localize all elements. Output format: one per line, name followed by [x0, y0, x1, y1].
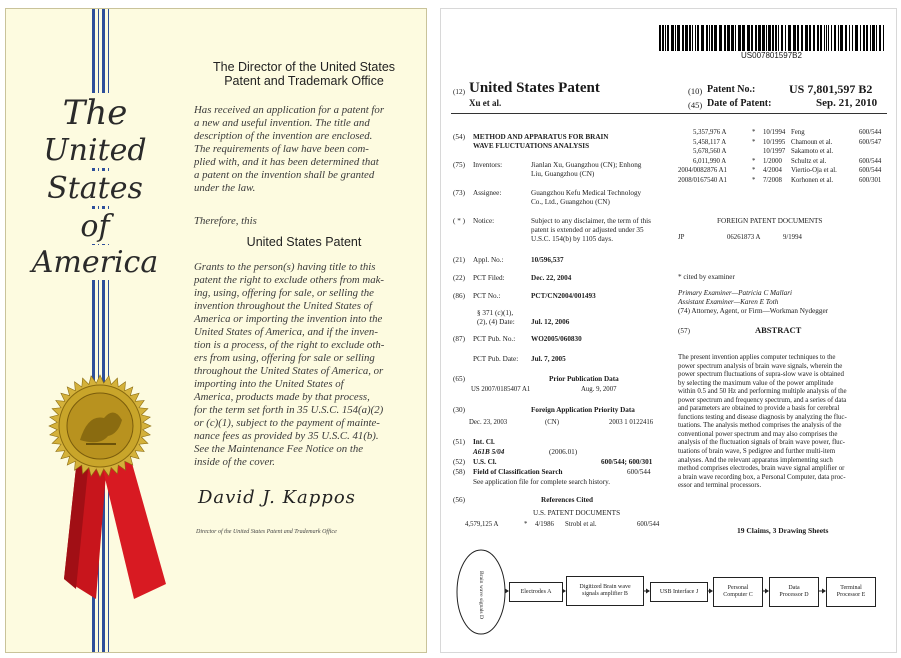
abstract-line: within 0.5 and 50 Hz and performing multiple analysis of the	[678, 388, 847, 396]
flowchart-box-label: Electrodes A	[520, 588, 552, 595]
abstract-line: analyses. And the relevant apparatus implementing such	[678, 456, 833, 464]
flowchart-box-label: Terminal	[840, 585, 862, 591]
barcode-bar	[671, 25, 674, 51]
barcode-bar	[809, 25, 811, 51]
grant-line: ing, using, offering for sale, or selling the	[194, 287, 374, 299]
barcode-bar	[727, 25, 730, 51]
prior-pub-heading: Prior Publication Data	[549, 375, 619, 383]
barcode-bar	[675, 25, 676, 51]
barcode-bar	[849, 25, 850, 51]
barcode-bar	[797, 25, 799, 51]
grant-line: tion is a process, of the right to exclude oth-	[194, 339, 385, 351]
barcode-bar	[768, 25, 771, 51]
barcode-bar	[762, 25, 765, 51]
field-code: (22)	[453, 274, 465, 282]
grant-line: invention throughout the United States of	[194, 300, 373, 312]
barcode-bar	[711, 25, 713, 51]
reference-cell: 600/544	[859, 129, 882, 136]
cited-note: * cited by examiner	[678, 273, 735, 281]
barcode-bar	[735, 25, 736, 51]
field-value: Subject to any disclaimer, the term of this	[531, 217, 651, 225]
inventor-short: Xu et al.	[469, 98, 502, 108]
field-value: Jul. 12, 2006	[531, 318, 570, 326]
reference-cell: 600/547	[859, 138, 882, 146]
barcode-bar	[852, 25, 853, 51]
barcode-bar	[820, 25, 822, 51]
header-rule	[451, 113, 887, 114]
reference-cell: 600/544	[637, 521, 660, 528]
flowchart-box	[509, 582, 563, 602]
intro-line: Has received an application for a patent for	[194, 104, 385, 116]
barcode-bar	[714, 25, 717, 51]
reference-cell: 5,357,976 A	[693, 129, 727, 136]
abstract-text	[678, 354, 890, 491]
barcode-bar	[801, 25, 803, 51]
barcode-bar	[659, 25, 661, 51]
barcode-bar	[840, 25, 843, 51]
barcode-bar	[863, 25, 865, 51]
intro-line: description of the invention are enclosed.	[194, 130, 373, 142]
barcode-bar	[766, 25, 767, 51]
barcode-bar	[876, 25, 877, 51]
barcode-bar	[834, 25, 836, 51]
foreign-priority-heading: Foreign Application Priority Data	[531, 406, 635, 414]
flowchart-box-label: Personal	[727, 585, 749, 591]
field-label: Notice:	[473, 217, 495, 225]
intro-line: a new and useful invention. The title and	[194, 117, 370, 129]
reference-cell: 600/301	[859, 176, 882, 184]
barcode-bar	[719, 25, 722, 51]
claims-count: 19 Claims, 3 Drawing Sheets	[737, 526, 829, 535]
patent-no-label: Patent No.:	[707, 84, 756, 95]
flowchart-box-label: Processor E	[836, 592, 866, 598]
field-label: Inventors:	[473, 161, 503, 169]
abstract-heading: ABSTRACT	[755, 325, 802, 335]
barcode-bar	[775, 25, 777, 51]
reference-cell: 2008/0167540 A1	[678, 176, 727, 184]
grant-line: or (c)(1), subject to the payment of mainte-	[194, 417, 380, 429]
field-value: Liu, Guangzhou (CN)	[531, 170, 595, 178]
patent-front-page: US007801597B2 (12) United States Patent Xu et al. (10) Patent No.: US 7,801,597 B2 (45) Date of Patent: Sep. 21, 2010 (54) METHOD AND APPARATUS FOR BRAIN WAVE FLUCTUATIONS ANALYSIS (75) Inventors: Jianlan Xu, Guangzhou (CN); Enhong Liu, Guangzhou (CN) (73) Assignee: Guangzhou Kefu Medical Technology Co., Ltd., Guangzhou (CN) ( * ) Notice: Subject to any disclaimer, the term of this patent is extended or adjusted under 35 U.S.C. 154(b) by 1105 days. (21) Appl. No.: 10/596,537 (22) PCT Filed: Dec. 22, 2004 (86) PCT No.: PCT/CN2004/001493 § 371 (c)(1), (2), (4) Date: Jul. 12, 2006 (87) PCT Pub. No.: WO2005/060830 PCT Pub. Date: Jul. 7, 2005 (65) Prior Publication Data US 2007/0185407 A1 Aug. 9, 2007 (30) Foreign Application Priority Data Dec. 23, 2003 (CN) 2003 1 0122416 (51) Int. Cl. A61B 5/04 (2006.01) (52) U.S. Cl. 600/544; 600/301 (58) Field of Classification Search 600/544 See application file for complete search history. (56) References Cited U.S. PATENT DOCUMENTS 4,579,125 A * 4/1986 Strobl et al. 600/544 5,357,976 A * 10/1994 Feng 600/544 5,458,117 A * 10/1995 Chamoun et al. 600/547 5,678,560 A 10/1997 Sakamoto et al. 6,011,990 A * 1/2000 Schultz et al. 600/544 2004/0082876 A1 * 4/2004 Viertio-Oja et al. 600/544 2008/0167540 A1 * 7/2008 Korhonen et al. 600/301 FOREIGN PATENT DOCUMENTS JP 06261873 A 9/1994 * cited by examiner Primary Examiner—Patricia C Mallari Assistant Examiner—Karen E Toth (74) Attorney, Agent, or Firm—Workman Nydegger (57) ABSTRACT The present invention applies computer techniques to the power spectrum analysis of brain wave signals, wherein the power spectrum fluctuations of supra-slow wave is obtained by selecting the maximum value of the power amplitude within 0.5 and 50 Hz and performing multiple analysis of the power spectrum and frequency spectrum, and a series of data and parameters are obtained to provide a basis for cerebral functions testing and disease diagnosis by analyzing the fluc- tuations. The analysis method comprises the analysis of the conventional power spectrum and may also comprises the analysis of the fluctuation signals of brain wave power, fluc- tuations of brain wave, S pedigree and further multi-item analyses. And the relevant apparatus implementing such method comprises electrodes, brain wave signal amplifier or a brain wave recording box, a Personal Computer, data proc- essor and terminal processors. 19 Claims, 3 Drawing Sheets Brain wave signals D Electrodes A Digitized Brain wave signals amplifier B USB Interface J Personal Computer C Data Processor D Terminal Processor E	[440, 8, 897, 653]
barcode-bar	[747, 25, 750, 51]
director-heading: The Director of the United States Patent and Trademark Office	[212, 60, 396, 88]
abstract-line: essor and terminal processors.	[678, 482, 762, 490]
flowchart-box-label: USB Interface J	[659, 588, 699, 595]
references-heading: References Cited	[541, 496, 593, 504]
barcode-bar	[817, 25, 819, 51]
intro-line: under the law.	[194, 182, 256, 194]
barcode-bar	[838, 25, 839, 51]
abstract-line: by selecting the maximum value of the power amplitude	[678, 379, 834, 387]
seal-of-department-of-commerce	[48, 374, 152, 478]
barcode-bar	[731, 25, 734, 51]
reference-cell: *	[752, 129, 756, 136]
therefore-text: Therefore, this	[194, 215, 257, 227]
field-value: U.S.C. 154(b) by 1105 days.	[531, 235, 613, 243]
reference-cell: Feng	[791, 129, 805, 136]
signal-source-label: Brain wave signals D	[478, 570, 485, 620]
patent-date: Sep. 21, 2010	[816, 97, 878, 109]
field-value: METHOD AND APPARATUS FOR BRAIN	[473, 133, 609, 141]
field-label: Assignee:	[473, 189, 502, 197]
flowchart-box	[650, 582, 708, 602]
barcode-bar	[845, 25, 847, 51]
grant-line: patent the right to exclude others from mak-	[194, 274, 385, 286]
reference-cell: Sakamoto et al.	[791, 148, 834, 155]
grant-line: America or importing the invention into the	[194, 313, 383, 325]
patent-title: United States Patent	[469, 80, 600, 96]
barcode	[659, 25, 884, 51]
reference-cell: Korhonen et al.	[791, 176, 834, 184]
reference-cell: 2004/0082876 A1	[678, 167, 727, 174]
field-code: (86)	[453, 292, 465, 300]
flowchart-box	[566, 576, 644, 606]
field-value: patent is extended or adjusted under 35	[531, 226, 644, 234]
title-word: The	[20, 93, 170, 133]
reference-cell: 6,011,990 A	[693, 157, 727, 165]
intro-line: The requirements of law have been com-	[194, 143, 369, 155]
barcode-bar	[860, 25, 861, 51]
field-value: Guangzhou Kefu Medical Technology	[531, 189, 642, 197]
intro-line: plied with, and it has been determined that	[194, 156, 379, 168]
reference-cell: *	[752, 138, 756, 146]
abstract-line: and parameters are obtained to provide a basis for cerebral	[678, 405, 840, 413]
signature-caption: Director of the United States Patent and Trademark Office	[196, 529, 337, 535]
reference-cell: *	[752, 167, 756, 174]
barcode-bar	[697, 25, 699, 51]
abstract-line: functions testing and disease diagnosis by analyzing the fluc-	[678, 413, 847, 421]
reference-cell: 600/544	[859, 167, 882, 174]
field-code: (21)	[453, 256, 465, 264]
reference-cell: *	[752, 176, 756, 184]
abstract-line: power spectrum and frequency spectrum, and a series of data	[678, 396, 847, 404]
grant-paragraph	[194, 261, 412, 469]
grant-line: ers from using, offering for sale or selling	[194, 352, 375, 364]
flowchart-box	[769, 577, 819, 607]
abstract-line: tuations. The analysis method comprises the analysis of the	[678, 422, 842, 430]
field-label: PCT Pub. No.:	[473, 335, 516, 343]
flowchart-box-label: Processor D	[779, 592, 809, 598]
field-value: Jul. 7, 2005	[531, 355, 566, 363]
reference-cell: 5,678,560 A	[693, 148, 727, 155]
reference-cell: *	[752, 157, 756, 165]
intro-line: a patent on the invention shall be granted	[194, 169, 375, 181]
grant-line: throughout the United States of America, or	[194, 365, 384, 377]
title-word: America	[20, 245, 170, 280]
barcode-bar	[785, 25, 786, 51]
flowchart-box-label: Digitized Brain wave	[579, 584, 631, 590]
reference-cell: 10/1997	[763, 148, 786, 155]
reference-cell: *	[524, 521, 528, 528]
barcode-bar	[813, 25, 815, 51]
barcode-bar	[828, 25, 829, 51]
barcode-bar	[701, 25, 704, 51]
patent-certificate	[5, 8, 427, 653]
date-label: Date of Patent:	[707, 98, 772, 109]
flowchart-box-label: signals amplifier B	[582, 591, 628, 597]
field-value: Jianlan Xu, Guangzhou (CN); Enhong	[531, 161, 642, 169]
barcode-bar	[738, 25, 741, 51]
reference-cell: 600/544	[859, 157, 882, 165]
barcode-bar	[824, 25, 825, 51]
grant-line: importing into the United States of	[194, 378, 344, 390]
barcode-bar	[709, 25, 710, 51]
grant-line: nance fees as provided by 35 U.S.C. 41(b).	[194, 430, 379, 442]
intro-paragraph	[194, 104, 412, 195]
grant-line: See the Maintenance Fee Notice on the	[194, 443, 364, 455]
barcode-bar	[879, 25, 881, 51]
reference-cell: Viertio-Oja et al.	[791, 167, 837, 174]
barcode-bar	[826, 25, 827, 51]
field-label: § 371 (c)(1), (2), (4) Date:	[477, 309, 515, 326]
field-code: (73)	[453, 189, 465, 197]
barcode-bar	[866, 25, 868, 51]
barcode-bar	[883, 25, 884, 51]
reference-cell: Schultz et al.	[791, 157, 827, 165]
signal-source-label-wrap	[465, 565, 497, 625]
barcode-bar	[682, 25, 684, 51]
field-label: PCT No.:	[473, 292, 501, 300]
barcode-bar	[677, 25, 680, 51]
reference-cell: 7/2008	[763, 176, 782, 184]
reference-cell: 5,458,117 A	[693, 138, 727, 146]
abstract-line: tuations of brain wave, S pedigree and further multi-item	[678, 448, 836, 456]
abstract-line: conventional power spectrum and may also comprises the	[678, 430, 838, 438]
reference-cell: 10/1995	[763, 138, 786, 146]
title-word: States	[20, 171, 170, 206]
field-value: 10/596,537	[531, 256, 564, 264]
field-label: PCT Filed:	[473, 274, 505, 282]
grant-line: America, products made by that process,	[194, 391, 370, 403]
abstract-line: a brain wave recording box, a Personal Computer, data proc-	[678, 473, 846, 481]
grant-line: Grants to the person(s) having title to this	[194, 261, 376, 273]
title-word: of	[20, 209, 170, 244]
barcode-bar	[788, 25, 791, 51]
abstract-line: The present invention applies computer techniques to the	[678, 354, 836, 361]
barcode-bar	[685, 25, 688, 51]
field-label: Appl. No.:	[473, 256, 504, 264]
barcode-bar	[805, 25, 808, 51]
field-value: Dec. 22, 2004	[531, 274, 572, 282]
reference-cell: Strobl et al.	[565, 521, 597, 528]
abstract-line: method comprises electrodes, brain wave signal amplifier or	[678, 465, 845, 473]
field-value: Co., Ltd., Guangzhou (CN)	[531, 198, 610, 206]
reference-cell: Chamoun et al.	[791, 138, 833, 146]
barcode-bar	[724, 25, 726, 51]
barcode-bar	[831, 25, 832, 51]
field-value: PCT/CN2004/001493	[531, 292, 596, 300]
flowchart-box-label: Data	[788, 585, 800, 591]
barcode-bar	[758, 25, 761, 51]
barcode-bar	[870, 25, 871, 51]
barcode-bar	[692, 25, 693, 51]
abstract-line: power spectrum analysis of brain wave signals, wherein the	[678, 362, 843, 370]
reference-cell: 10/1994	[763, 129, 786, 136]
reference-cell: 4,579,125 A	[465, 521, 499, 528]
barcode-bar	[751, 25, 753, 51]
foreign-docs-heading: FOREIGN PATENT DOCUMENTS	[717, 217, 823, 225]
field-code: (54)	[453, 133, 465, 141]
flowchart-box	[713, 577, 763, 607]
field-code: (75)	[453, 161, 465, 169]
field-value: WO2005/060830	[531, 335, 582, 343]
barcode-bar	[662, 25, 664, 51]
flowchart-box-label: Computer C	[723, 592, 753, 598]
barcode-bar	[793, 25, 796, 51]
grant-line: inside of the cover.	[194, 456, 275, 468]
field-code: (87)	[453, 335, 465, 343]
field-value: WAVE FLUCTUATIONS ANALYSIS	[473, 142, 590, 150]
barcode-number: US007801597B2	[741, 51, 802, 60]
reference-cell: 4/1986	[535, 521, 554, 528]
barcode-bar	[855, 25, 858, 51]
barcode-bar	[755, 25, 757, 51]
certificate-patent-heading: United States Patent	[246, 235, 362, 249]
barcode-bar	[772, 25, 774, 51]
barcode-bar	[689, 25, 691, 51]
reference-cell: 1/2000	[763, 157, 782, 165]
abstract-line: analysis of the fluctuation signals of brain wave power, fluc-	[678, 439, 845, 447]
barcode-bar	[695, 25, 696, 51]
patent-number: US 7,801,597 B2	[789, 82, 873, 96]
barcode-bar	[665, 25, 666, 51]
barcode-bar	[781, 25, 783, 51]
title-word: United	[20, 133, 170, 168]
flowchart-box	[826, 577, 876, 607]
abstract-line: power spectrum fluctuations of supra-slow wave is obtained	[678, 371, 844, 379]
director-signature: David J. Kappos	[198, 487, 356, 508]
barcode-bar	[706, 25, 708, 51]
field-label: PCT Pub. Date:	[473, 355, 519, 363]
barcode-bar	[742, 25, 745, 51]
reference-cell: 4/2004	[763, 167, 782, 174]
grant-line: United States of America, and if the inven-	[194, 326, 378, 338]
grant-line: for the term set forth in 35 U.S.C. 154(a)(2)	[194, 404, 384, 416]
barcode-bar	[778, 25, 779, 51]
barcode-bar	[667, 25, 669, 51]
field-code: ( * )	[453, 217, 465, 225]
barcode-bar	[872, 25, 875, 51]
